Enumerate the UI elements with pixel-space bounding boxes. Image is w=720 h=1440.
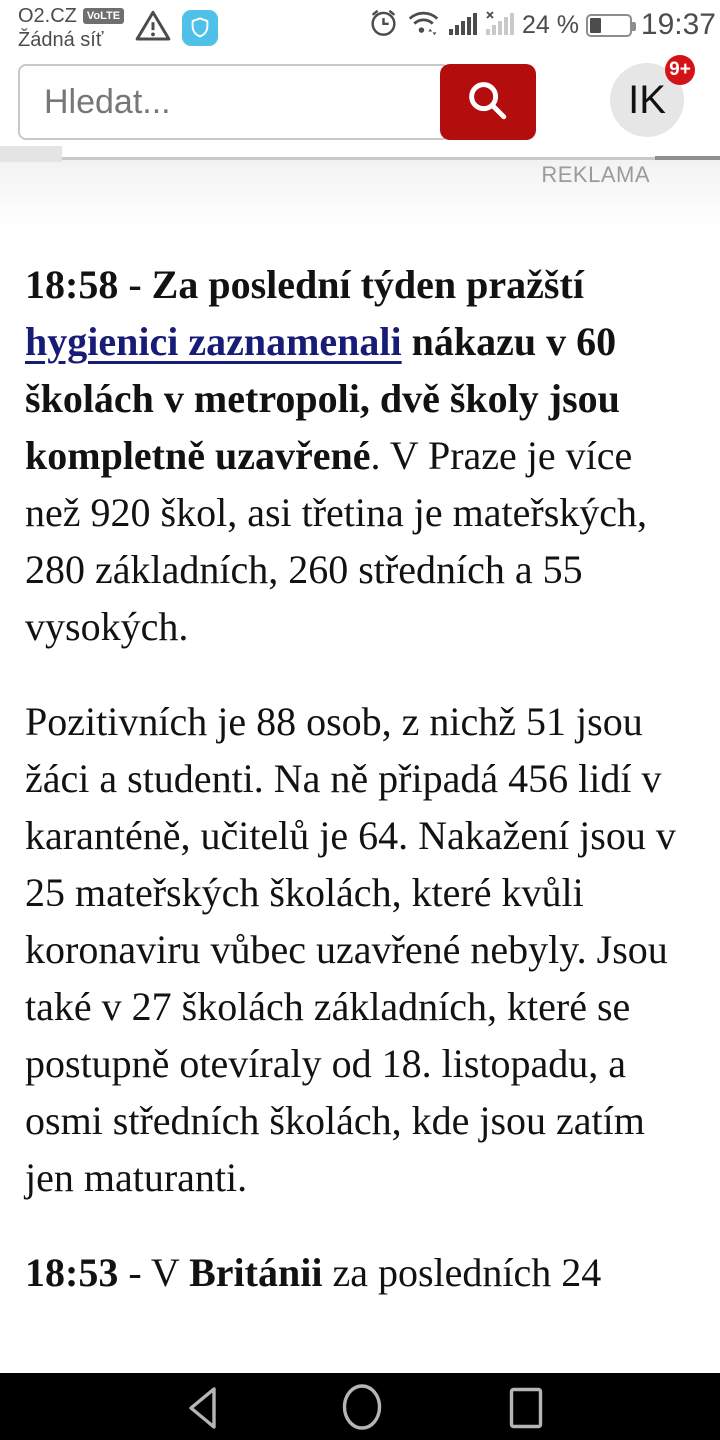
article-text-run: 18:53 (25, 1250, 119, 1295)
status-bar-right (368, 6, 716, 44)
search-header (18, 64, 536, 140)
no-network-label: Žádná síť (18, 29, 104, 51)
carrier-block (18, 4, 124, 52)
battery-fill (590, 18, 601, 33)
nav-back-icon[interactable] (184, 1384, 220, 1437)
carrier-label: O2.CZ (18, 5, 77, 27)
article-paragraph (25, 693, 695, 1206)
carrier-row (18, 4, 124, 28)
article-link[interactable]: hygienici zaznamenali (25, 319, 402, 364)
search-icon (464, 77, 512, 128)
avatar[interactable] (610, 59, 691, 137)
signal-no-service-icon (485, 8, 515, 43)
article-text-run: Pozitivních je 88 osob, z nichž 51 jsou žáci a studenti. Na ně připadá 456 lidí v karanténě, učitelů je 64. Nakažení jsou v 25 mateřských školách, které kvůli koronaviru vůbec uzavřené nebyly. Jsou také v 27 školách základních, které se postupně otevíraly od 18. listopadu, a osmi středních školách, kde jsou zatím jen maturanti. (25, 699, 676, 1200)
ad-area (0, 146, 720, 256)
security-app-icon (182, 10, 218, 46)
search-input[interactable] (18, 64, 450, 140)
article-text-run: Británii (189, 1250, 323, 1295)
ad-divider (62, 157, 720, 160)
article-paragraph (25, 256, 695, 655)
article-text-run: - V (118, 1250, 190, 1295)
ad-divider-dark-segment (655, 156, 720, 160)
alarm-clock-icon (368, 7, 399, 43)
article (25, 256, 695, 1301)
article-text-run: nákazu v 60 školách v metropoli, dvě školy jsou kompletně uzavřené (25, 319, 620, 478)
search-button[interactable] (440, 64, 536, 140)
article-text-run: 18:58 - Za poslední týden pražští (25, 262, 584, 307)
nav-recents-icon[interactable] (508, 1386, 544, 1435)
battery-percent-label: 24 % (521, 10, 579, 39)
clock-label: 19:37 (640, 8, 716, 41)
notification-badge: 9+ (665, 55, 695, 85)
article-text-run: za posledních 24 (322, 1250, 602, 1295)
wifi-icon (406, 6, 441, 44)
avatar-initials: IK (628, 77, 666, 122)
warning-triangle-icon (134, 7, 172, 50)
article-text-run: . V Praze je více než 920 škol, asi třetina je mateřských, 280 základních, 260 středních a 55 vysokých. (25, 433, 648, 649)
signal-strength-icon (448, 8, 478, 43)
ad-label: REKLAMA (541, 162, 650, 187)
article-paragraph (25, 1244, 695, 1301)
android-nav-bar (0, 1373, 720, 1440)
status-bar (0, 0, 720, 56)
battery-icon (586, 14, 632, 37)
status-bar-left (18, 4, 218, 52)
volte-badge: VoLTE (83, 8, 124, 24)
nav-home-icon[interactable] (340, 1382, 384, 1437)
scrolled-content-edge (0, 146, 62, 162)
